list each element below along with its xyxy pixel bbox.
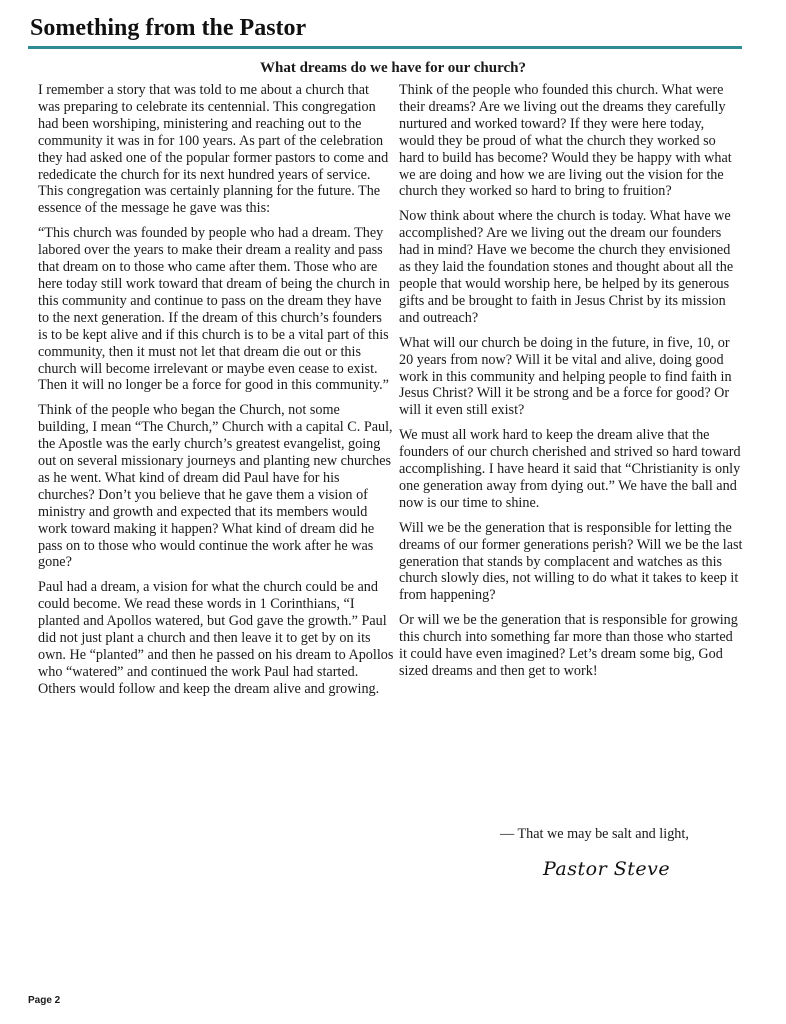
right-column <box>399 82 743 688</box>
paragraph: Or will we be the generation that is responsible for growing this church into something far more than those who started it could have even imagined? Let’s dream some big, God sized dreams and then get to work! <box>399 612 738 679</box>
signature: Pastor Steve <box>543 858 671 880</box>
title-underline <box>28 46 742 49</box>
closing-line: — That we may be salt and light, <box>500 826 689 842</box>
paragraph: What will our church be doing in the future, in five, 10, or 20 years from now? Will it be vital and alive, doing good work in this community and helping people to find faith in Jesus Christ? Will it be strong and be a force for good? Or will it even still exist? <box>399 334 732 419</box>
paragraph: Now think about where the church is today. What have we accomplished? Are we living out the dream our founders had in mind? Have we become the church they envisioned as they laid the foundation stones and thought about all the people that would worship here, be helped by its generous gifts and be brought to faith in Jesus Christ by its mission and outreach? <box>399 208 734 326</box>
paragraph: Paul had a dream, a vision for what the church could be and could become. We read these words in 1 Corinthians, “I planted and Apollos watered, but God gave the growth.” Paul did not just plant a church and then leave it to get by on its own. He “planted” and then he passed on his dream to Apollos who “watered” and continued the work Paul had started. Others would follow and keep the dream alive and growing. <box>38 579 394 697</box>
paragraph: “This church was founded by people who had a dream. They labored over the years to make their dream a reality and pass that dream on to those who came after them. Those who are here today still work toward that dream of being the church in this community and continue to pass on the dream they have to the next generation. If the dream of this church’s founders is to be kept alive and if this church is to be a vital part of this community, then it must not let that dream die out or this church will become irrelevant or maybe even cease to exist. Then it will no longer be a force for good in this community.” <box>38 225 390 394</box>
page-number: Page 2 <box>28 995 61 1006</box>
paragraph: Think of the people who began the Church, not some building, I mean “The Church,” Church with a capital C. Paul, the Apostle was the early church’s greatest evangelist, going out on several missionary journeys and planting new churches as he went. What kind of dream did Paul have for his churches? Don’t you believe that he gave them a vision of ministry and growth and expected that its members would work toward making it happen? What kind of dream did he pass on to those who would continue the work after he was gone? <box>38 402 393 571</box>
paragraph: Will we be the generation that is responsible for letting the dreams of our former generations perish? Will we be the last generation that stands by complacent and watches as this church slowly dies, not willing to do what it takes to keep it from happening? <box>399 519 743 604</box>
article-subtitle: What dreams do we have for our church? <box>260 60 526 76</box>
left-column <box>38 82 394 706</box>
paragraph: We must all work hard to keep the dream alive that the founders of our church cherished and strived so hard toward accomplishing. I have heard it said that “Christianity is only one generation away from dying out.” We have the ball and now is our time to shine. <box>399 427 741 511</box>
page-title: Something from the Pastor <box>30 15 307 41</box>
paragraph: Think of the people who founded this church. What were their dreams? Are we living out the dreams they carefully nurtured and worked toward? If they were here today, would they be proud of what the church they worked so hard to build has become? Would they be happy with what we are doing and how we are living out the vision for the church they worked so hard to bring to fruition? <box>399 82 732 200</box>
paragraph: I remember a story that was told to me about a church that was preparing to celebrate its centennial. This congregation had been worshiping, ministering and reaching out to the community it was in for 100 years. As part of the celebration they had asked one of the popular former pastors to come and rededicate the church for its next hundred years of service. This congregation was certainly planning for the future. The essence of the message he gave was this: <box>38 82 389 217</box>
